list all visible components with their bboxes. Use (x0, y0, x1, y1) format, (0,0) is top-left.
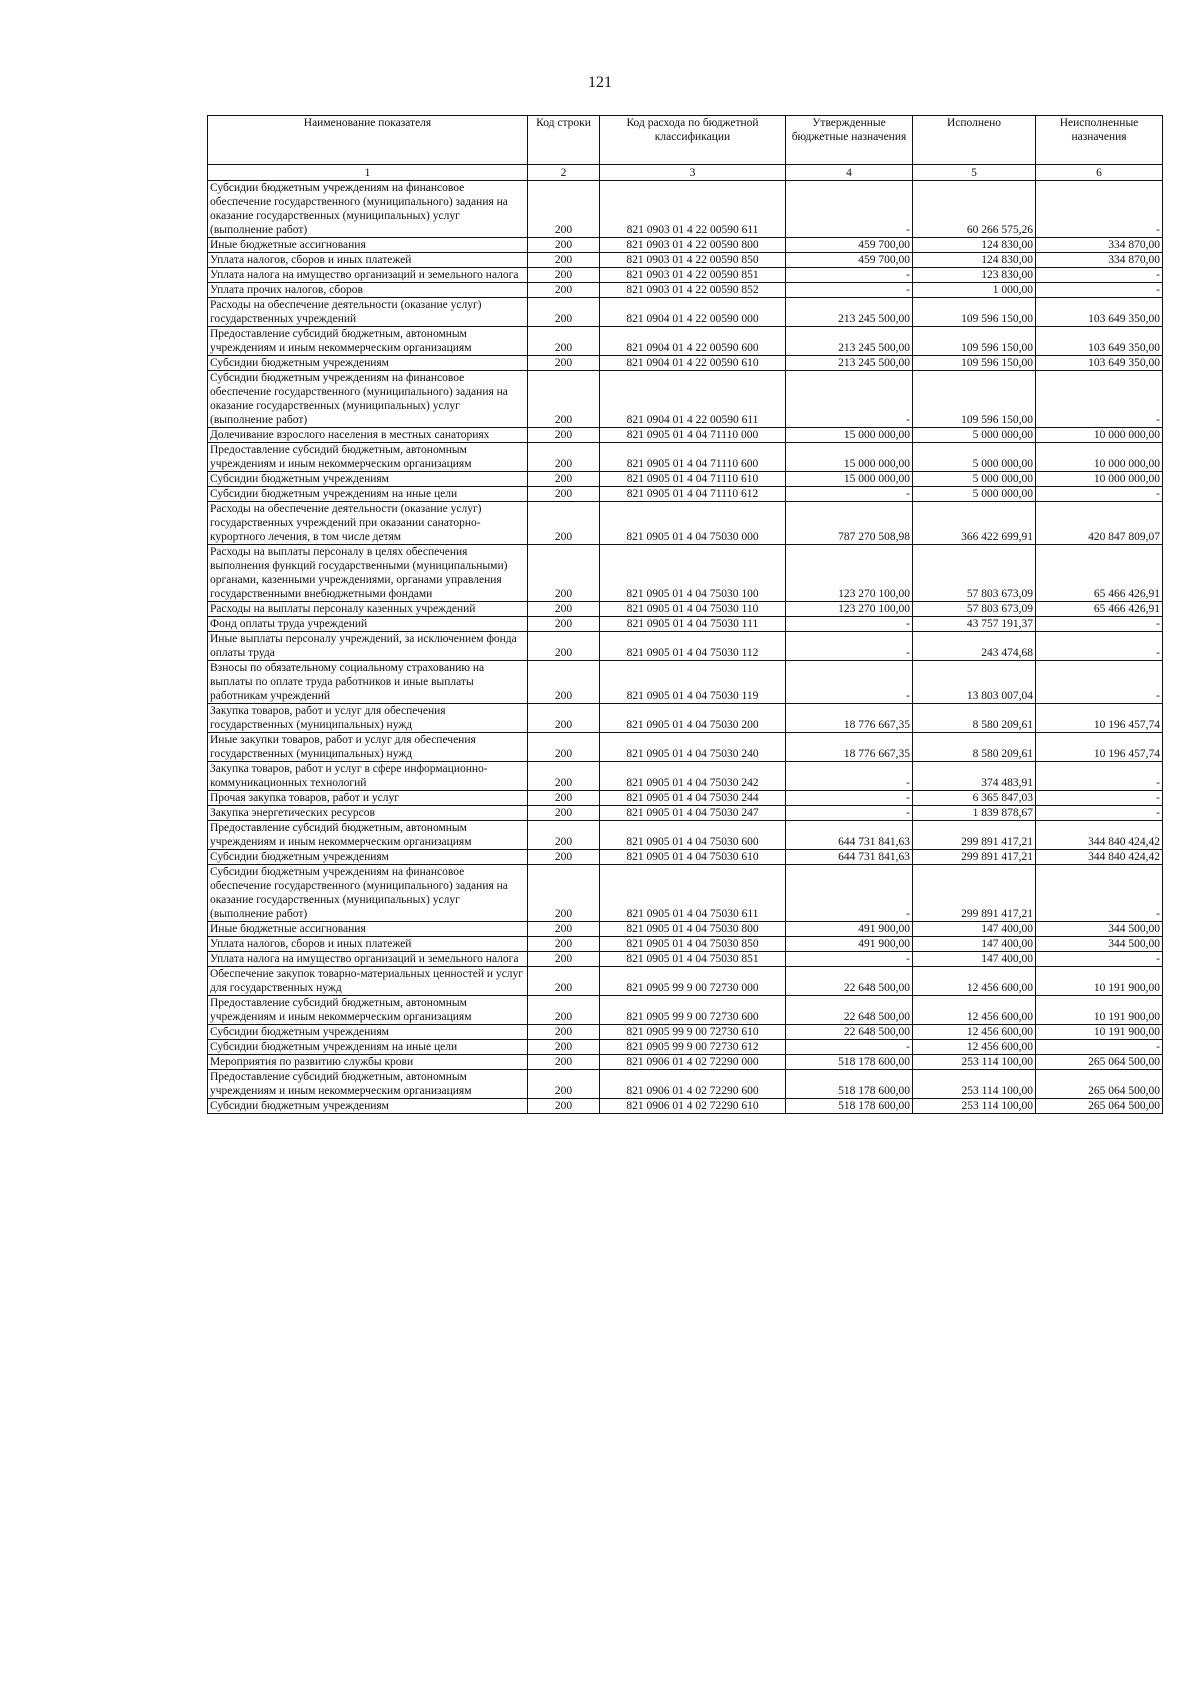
row-approved: 787 270 508,98 (786, 502, 913, 545)
table-body (208, 181, 1163, 1114)
row-line-code: 200 (528, 238, 600, 253)
row-expense-code: 821 0906 01 4 02 72290 000 (600, 1055, 786, 1070)
row-unexecuted: 344 840 424,42 (1036, 821, 1163, 850)
row-expense-code: 821 0905 01 4 04 75030 600 (600, 821, 786, 850)
row-name: Уплата прочих налогов, сборов (208, 283, 528, 298)
table-row (208, 661, 1163, 704)
row-expense-code: 821 0905 01 4 04 75030 247 (600, 806, 786, 821)
row-executed: 299 891 417,21 (913, 850, 1036, 865)
row-name: Субсидии бюджетным учреждениям на иные цели (208, 487, 528, 502)
table-row (208, 602, 1163, 617)
row-expense-code: 821 0905 99 9 00 72730 610 (600, 1025, 786, 1040)
row-line-code: 200 (528, 356, 600, 371)
row-unexecuted: 10 191 900,00 (1036, 1025, 1163, 1040)
row-line-code: 200 (528, 806, 600, 821)
row-expense-code: 821 0905 01 4 04 75030 610 (600, 850, 786, 865)
row-unexecuted: - (1036, 181, 1163, 238)
row-unexecuted: - (1036, 865, 1163, 922)
row-line-code: 200 (528, 472, 600, 487)
row-name: Закупка товаров, работ и услуг для обеспечения государственных (муниципальных) нужд (208, 704, 528, 733)
row-executed: 147 400,00 (913, 952, 1036, 967)
row-expense-code: 821 0904 01 4 22 00590 610 (600, 356, 786, 371)
row-expense-code: 821 0903 01 4 22 00590 851 (600, 268, 786, 283)
row-name: Расходы на выплаты персоналу казенных учреждений (208, 602, 528, 617)
table-row (208, 996, 1163, 1025)
table-row (208, 545, 1163, 602)
row-line-code: 200 (528, 371, 600, 428)
row-unexecuted: 334 870,00 (1036, 253, 1163, 268)
row-executed: 13 803 007,04 (913, 661, 1036, 704)
row-expense-code: 821 0903 01 4 22 00590 850 (600, 253, 786, 268)
row-executed: 12 456 600,00 (913, 967, 1036, 996)
row-approved: 123 270 100,00 (786, 602, 913, 617)
row-line-code: 200 (528, 617, 600, 632)
row-name: Уплата налога на имущество организаций и земельного налога (208, 952, 528, 967)
row-executed: 299 891 417,21 (913, 865, 1036, 922)
row-executed: 6 365 847,03 (913, 791, 1036, 806)
row-name: Расходы на обеспечение деятельности (оказание услуг) государственных учреждений (208, 298, 528, 327)
row-executed: 374 483,91 (913, 762, 1036, 791)
row-unexecuted: - (1036, 791, 1163, 806)
table-row (208, 967, 1163, 996)
row-expense-code: 821 0905 01 4 04 75030 240 (600, 733, 786, 762)
row-line-code: 200 (528, 937, 600, 952)
row-unexecuted: - (1036, 762, 1163, 791)
row-executed: 5 000 000,00 (913, 487, 1036, 502)
row-name: Уплата налогов, сборов и иных платежей (208, 937, 528, 952)
row-expense-code: 821 0905 01 4 04 71110 000 (600, 428, 786, 443)
row-unexecuted: - (1036, 806, 1163, 821)
row-executed: 124 830,00 (913, 253, 1036, 268)
row-name: Субсидии бюджетным учреждениям (208, 472, 528, 487)
row-unexecuted: 334 870,00 (1036, 238, 1163, 253)
row-approved: 491 900,00 (786, 937, 913, 952)
table-row (208, 298, 1163, 327)
row-approved: 518 178 600,00 (786, 1099, 913, 1114)
table-row (208, 371, 1163, 428)
row-expense-code: 821 0904 01 4 22 00590 000 (600, 298, 786, 327)
row-name: Предоставление субсидий бюджетным, автономным учреждениям и иным некоммерческим организациям (208, 1070, 528, 1099)
row-approved: - (786, 791, 913, 806)
row-approved: 22 648 500,00 (786, 967, 913, 996)
row-executed: 43 757 191,37 (913, 617, 1036, 632)
table-row (208, 1025, 1163, 1040)
row-approved: 459 700,00 (786, 238, 913, 253)
column-number: 5 (913, 165, 1036, 181)
row-executed: 109 596 150,00 (913, 371, 1036, 428)
row-executed: 12 456 600,00 (913, 1040, 1036, 1055)
table-row (208, 865, 1163, 922)
row-unexecuted: - (1036, 952, 1163, 967)
row-approved: 213 245 500,00 (786, 327, 913, 356)
row-expense-code: 821 0905 99 9 00 72730 612 (600, 1040, 786, 1055)
row-line-code: 200 (528, 283, 600, 298)
row-expense-code: 821 0905 01 4 04 75030 850 (600, 937, 786, 952)
row-expense-code: 821 0904 01 4 22 00590 611 (600, 371, 786, 428)
row-approved: 22 648 500,00 (786, 996, 913, 1025)
row-executed: 12 456 600,00 (913, 1025, 1036, 1040)
row-unexecuted: - (1036, 661, 1163, 704)
row-expense-code: 821 0906 01 4 02 72290 610 (600, 1099, 786, 1114)
row-expense-code: 821 0906 01 4 02 72290 600 (600, 1070, 786, 1099)
row-approved: 15 000 000,00 (786, 472, 913, 487)
row-unexecuted: 10 000 000,00 (1036, 443, 1163, 472)
table-row (208, 487, 1163, 502)
row-approved: - (786, 617, 913, 632)
row-unexecuted: 10 196 457,74 (1036, 733, 1163, 762)
row-approved: - (786, 952, 913, 967)
row-expense-code: 821 0905 01 4 04 75030 111 (600, 617, 786, 632)
column-number: 6 (1036, 165, 1163, 181)
row-approved: 18 776 667,35 (786, 733, 913, 762)
row-expense-code: 821 0905 99 9 00 72730 000 (600, 967, 786, 996)
row-line-code: 200 (528, 850, 600, 865)
row-line-code: 200 (528, 443, 600, 472)
row-expense-code: 821 0905 01 4 04 75030 200 (600, 704, 786, 733)
row-name: Субсидии бюджетным учреждениям (208, 1025, 528, 1040)
budget-execution-table (207, 115, 1163, 1114)
row-expense-code: 821 0905 01 4 04 75030 242 (600, 762, 786, 791)
row-approved: - (786, 865, 913, 922)
row-unexecuted: 65 466 426,91 (1036, 545, 1163, 602)
row-name: Субсидии бюджетным учреждениям (208, 1099, 528, 1114)
row-line-code: 200 (528, 602, 600, 617)
row-line-code: 200 (528, 967, 600, 996)
row-name: Прочая закупка товаров, работ и услуг (208, 791, 528, 806)
row-name: Субсидии бюджетным учреждениям (208, 356, 528, 371)
table-row (208, 791, 1163, 806)
row-expense-code: 821 0905 01 4 04 75030 000 (600, 502, 786, 545)
row-approved: - (786, 632, 913, 661)
table-row (208, 1070, 1163, 1099)
row-unexecuted: - (1036, 617, 1163, 632)
table-row (208, 733, 1163, 762)
row-approved: - (786, 1040, 913, 1055)
table-row (208, 850, 1163, 865)
header-name: Наименование показателя (208, 116, 528, 165)
column-number: 2 (528, 165, 600, 181)
table-row (208, 617, 1163, 632)
table-row (208, 356, 1163, 371)
row-unexecuted: - (1036, 371, 1163, 428)
row-executed: 253 114 100,00 (913, 1099, 1036, 1114)
row-executed: 12 456 600,00 (913, 996, 1036, 1025)
table-row (208, 181, 1163, 238)
row-name: Субсидии бюджетным учреждениям на финансовое обеспечение государственного (муниципального) задания на оказание государственных (муниципальных) услуг (выполнение работ) (208, 181, 528, 238)
row-executed: 147 400,00 (913, 937, 1036, 952)
row-name: Предоставление субсидий бюджетным, автономным учреждениям и иным некоммерческим организациям (208, 327, 528, 356)
column-number-row (208, 165, 1163, 181)
row-executed: 124 830,00 (913, 238, 1036, 253)
row-unexecuted: 10 000 000,00 (1036, 472, 1163, 487)
column-number: 3 (600, 165, 786, 181)
table-row (208, 253, 1163, 268)
row-unexecuted: - (1036, 268, 1163, 283)
table-row (208, 428, 1163, 443)
row-line-code: 200 (528, 1040, 600, 1055)
row-name: Обеспечение закупок товарно-материальных ценностей и услуг для государственных нужд (208, 967, 528, 996)
row-executed: 243 474,68 (913, 632, 1036, 661)
row-line-code: 200 (528, 1025, 600, 1040)
row-line-code: 200 (528, 661, 600, 704)
table-header-row (208, 116, 1163, 165)
row-approved: 123 270 100,00 (786, 545, 913, 602)
row-name: Иные выплаты персоналу учреждений, за исключением фонда оплаты труда (208, 632, 528, 661)
header-approved: Утвержденные бюджетные назначения (786, 116, 913, 165)
table-row (208, 937, 1163, 952)
row-name: Закупка энергетических ресурсов (208, 806, 528, 821)
row-unexecuted: 10 191 900,00 (1036, 996, 1163, 1025)
row-name: Расходы на выплаты персоналу в целях обеспечения выполнения функций государственными (муниципальными) органами, казенными учреждениями, органами управления государственными внебюджетными фондами (208, 545, 528, 602)
row-name: Предоставление субсидий бюджетным, автономным учреждениям и иным некоммерческим организациям (208, 443, 528, 472)
row-name: Иные закупки товаров, работ и услуг для обеспечения государственных (муниципальных) нужд (208, 733, 528, 762)
row-executed: 299 891 417,21 (913, 821, 1036, 850)
row-unexecuted: 265 064 500,00 (1036, 1055, 1163, 1070)
row-name: Иные бюджетные ассигнования (208, 238, 528, 253)
row-name: Субсидии бюджетным учреждениям на финансовое обеспечение государственного (муниципального) задания на оказание государственных (муниципальных) услуг (выполнение работ) (208, 371, 528, 428)
row-executed: 109 596 150,00 (913, 356, 1036, 371)
row-approved: - (786, 661, 913, 704)
row-line-code: 200 (528, 821, 600, 850)
row-expense-code: 821 0905 01 4 04 75030 110 (600, 602, 786, 617)
row-executed: 57 803 673,09 (913, 545, 1036, 602)
row-expense-code: 821 0903 01 4 22 00590 800 (600, 238, 786, 253)
row-name: Уплата налогов, сборов и иных платежей (208, 253, 528, 268)
row-executed: 57 803 673,09 (913, 602, 1036, 617)
row-line-code: 200 (528, 545, 600, 602)
row-line-code: 200 (528, 791, 600, 806)
row-expense-code: 821 0905 01 4 04 75030 244 (600, 791, 786, 806)
row-approved: 213 245 500,00 (786, 298, 913, 327)
row-executed: 60 266 575,26 (913, 181, 1036, 238)
row-expense-code: 821 0905 01 4 04 75030 611 (600, 865, 786, 922)
row-approved: - (786, 371, 913, 428)
row-approved: - (786, 487, 913, 502)
row-unexecuted: 344 840 424,42 (1036, 850, 1163, 865)
table-row (208, 704, 1163, 733)
row-name: Субсидии бюджетным учреждениям на финансовое обеспечение государственного (муниципального) задания на оказание государственных (муниципальных) услуг (выполнение работ) (208, 865, 528, 922)
row-approved: 15 000 000,00 (786, 443, 913, 472)
row-unexecuted: 103 649 350,00 (1036, 327, 1163, 356)
row-approved: 213 245 500,00 (786, 356, 913, 371)
row-executed: 147 400,00 (913, 922, 1036, 937)
row-name: Предоставление субсидий бюджетным, автономным учреждениям и иным некоммерческим организациям (208, 821, 528, 850)
row-executed: 8 580 209,61 (913, 733, 1036, 762)
row-executed: 109 596 150,00 (913, 298, 1036, 327)
table-row (208, 1099, 1163, 1114)
row-expense-code: 821 0903 01 4 22 00590 611 (600, 181, 786, 238)
row-expense-code: 821 0905 01 4 04 75030 119 (600, 661, 786, 704)
row-name: Субсидии бюджетным учреждениям (208, 850, 528, 865)
row-approved: 518 178 600,00 (786, 1055, 913, 1070)
header-unexecuted: Неисполненные назначения (1036, 116, 1163, 165)
column-number: 4 (786, 165, 913, 181)
row-executed: 253 114 100,00 (913, 1070, 1036, 1099)
table-row (208, 1040, 1163, 1055)
row-expense-code: 821 0905 01 4 04 75030 100 (600, 545, 786, 602)
row-executed: 5 000 000,00 (913, 428, 1036, 443)
row-unexecuted: - (1036, 1040, 1163, 1055)
header-executed: Исполнено (913, 116, 1036, 165)
table-row (208, 502, 1163, 545)
table-row (208, 443, 1163, 472)
row-line-code: 200 (528, 502, 600, 545)
row-unexecuted: - (1036, 487, 1163, 502)
row-approved: - (786, 268, 913, 283)
row-approved: 15 000 000,00 (786, 428, 913, 443)
row-name: Уплата налога на имущество организаций и земельного налога (208, 268, 528, 283)
row-approved: - (786, 806, 913, 821)
table-row (208, 472, 1163, 487)
row-name: Долечивание взрослого населения в местных санаториях (208, 428, 528, 443)
row-executed: 109 596 150,00 (913, 327, 1036, 356)
row-line-code: 200 (528, 268, 600, 283)
table-row (208, 238, 1163, 253)
table-row (208, 268, 1163, 283)
row-line-code: 200 (528, 704, 600, 733)
row-line-code: 200 (528, 733, 600, 762)
row-line-code: 200 (528, 298, 600, 327)
table-row (208, 806, 1163, 821)
row-executed: 366 422 699,91 (913, 502, 1036, 545)
table-row (208, 762, 1163, 791)
row-expense-code: 821 0905 01 4 04 71110 600 (600, 443, 786, 472)
row-name: Фонд оплаты труда учреждений (208, 617, 528, 632)
row-approved: 644 731 841,63 (786, 821, 913, 850)
table-row (208, 632, 1163, 661)
row-executed: 253 114 100,00 (913, 1055, 1036, 1070)
row-unexecuted: 10 191 900,00 (1036, 967, 1163, 996)
row-executed: 5 000 000,00 (913, 472, 1036, 487)
row-name: Закупка товаров, работ и услуг в сфере информационно-коммуникационных технологий (208, 762, 528, 791)
row-name: Иные бюджетные ассигнования (208, 922, 528, 937)
table-row (208, 327, 1163, 356)
row-unexecuted: 420 847 809,07 (1036, 502, 1163, 545)
row-approved: 18 776 667,35 (786, 704, 913, 733)
row-unexecuted: 103 649 350,00 (1036, 298, 1163, 327)
row-approved: 459 700,00 (786, 253, 913, 268)
row-approved: - (786, 762, 913, 791)
table-row (208, 922, 1163, 937)
row-approved: 644 731 841,63 (786, 850, 913, 865)
row-unexecuted: 344 500,00 (1036, 922, 1163, 937)
row-executed: 123 830,00 (913, 268, 1036, 283)
row-executed: 1 839 878,67 (913, 806, 1036, 821)
row-line-code: 200 (528, 762, 600, 791)
page-number: 121 (588, 74, 612, 91)
row-expense-code: 821 0905 01 4 04 75030 800 (600, 922, 786, 937)
row-expense-code: 821 0903 01 4 22 00590 852 (600, 283, 786, 298)
header-line-code: Код строки (528, 116, 600, 165)
row-unexecuted: 265 064 500,00 (1036, 1099, 1163, 1114)
row-name: Мероприятия по развитию службы крови (208, 1055, 528, 1070)
row-line-code: 200 (528, 1070, 600, 1099)
row-line-code: 200 (528, 922, 600, 937)
table-row (208, 821, 1163, 850)
row-approved: 518 178 600,00 (786, 1070, 913, 1099)
row-name: Расходы на обеспечение деятельности (оказание услуг) государственных учреждений при оказании санаторно-курортного лечения, в том числе детям (208, 502, 528, 545)
row-unexecuted: 65 466 426,91 (1036, 602, 1163, 617)
row-expense-code: 821 0905 01 4 04 71110 610 (600, 472, 786, 487)
row-approved: - (786, 283, 913, 298)
row-expense-code: 821 0904 01 4 22 00590 600 (600, 327, 786, 356)
row-line-code: 200 (528, 1099, 600, 1114)
row-unexecuted: 10 196 457,74 (1036, 704, 1163, 733)
table-row (208, 952, 1163, 967)
table-row (208, 283, 1163, 298)
row-line-code: 200 (528, 996, 600, 1025)
row-line-code: 200 (528, 952, 600, 967)
row-expense-code: 821 0905 01 4 04 75030 112 (600, 632, 786, 661)
row-unexecuted: 344 500,00 (1036, 937, 1163, 952)
row-approved: 491 900,00 (786, 922, 913, 937)
row-unexecuted: - (1036, 632, 1163, 661)
row-expense-code: 821 0905 01 4 04 75030 851 (600, 952, 786, 967)
header-expense-code: Код расхода по бюджетной классификации (600, 116, 786, 165)
row-line-code: 200 (528, 181, 600, 238)
row-line-code: 200 (528, 865, 600, 922)
column-number: 1 (208, 165, 528, 181)
row-name: Субсидии бюджетным учреждениям на иные цели (208, 1040, 528, 1055)
row-expense-code: 821 0905 99 9 00 72730 600 (600, 996, 786, 1025)
row-approved: - (786, 181, 913, 238)
row-executed: 5 000 000,00 (913, 443, 1036, 472)
row-name: Предоставление субсидий бюджетным, автономным учреждениям и иным некоммерческим организациям (208, 996, 528, 1025)
row-line-code: 200 (528, 327, 600, 356)
row-unexecuted: 265 064 500,00 (1036, 1070, 1163, 1099)
row-executed: 1 000,00 (913, 283, 1036, 298)
row-line-code: 200 (528, 632, 600, 661)
row-unexecuted: 10 000 000,00 (1036, 428, 1163, 443)
row-line-code: 200 (528, 487, 600, 502)
row-unexecuted: - (1036, 283, 1163, 298)
row-line-code: 200 (528, 253, 600, 268)
row-unexecuted: 103 649 350,00 (1036, 356, 1163, 371)
row-line-code: 200 (528, 428, 600, 443)
row-approved: 22 648 500,00 (786, 1025, 913, 1040)
row-name: Взносы по обязательному социальному страхованию на выплаты по оплате труда работников и иные выплаты работникам учреждений (208, 661, 528, 704)
row-expense-code: 821 0905 01 4 04 71110 612 (600, 487, 786, 502)
table-row (208, 1055, 1163, 1070)
row-executed: 8 580 209,61 (913, 704, 1036, 733)
row-line-code: 200 (528, 1055, 600, 1070)
